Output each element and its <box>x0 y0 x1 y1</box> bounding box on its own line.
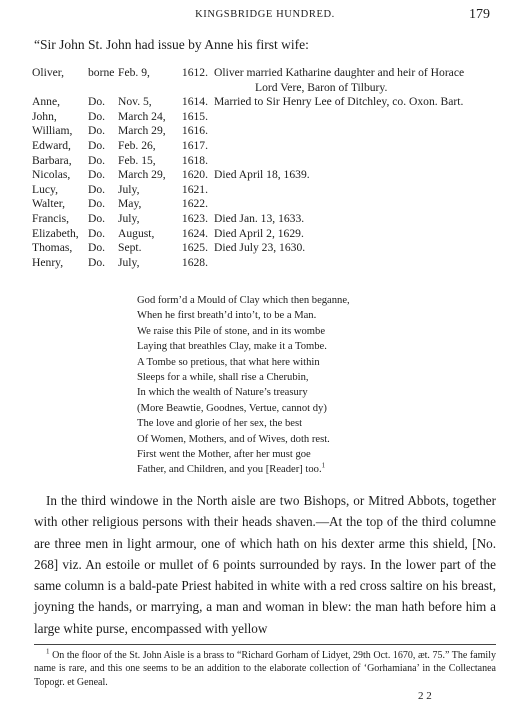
signature-mark: 2 2 <box>418 690 432 702</box>
poem-line-text: A Tombe so pretious, that what here within <box>137 356 320 368</box>
poem-line <box>137 462 467 477</box>
body-paragraph: In the third windowe in the North aisle are two Bishops, or Mitred Abbots, together with other religious persons with their heads shaven.—At the top of the third columne are three men in light armour, one of which hath on his dexter arme this shield, [No. 268] viz. An estoile or mullet of 6 points surrounded by rays. In the lower part of the same column is a bald-pate Priest habited in white with a red cross saltire on his breast, joyning the hands, or marrying, a man and woman in blew: the man hath before him a large white purse, encompassed with yellow <box>34 493 496 636</box>
birth-year: 1625. <box>181 241 208 255</box>
birth-date: Sept. <box>118 241 142 255</box>
birth-marker: borne <box>88 66 115 79</box>
birth-marker: Do. <box>88 153 106 167</box>
child-name: John, <box>32 109 57 123</box>
footnote <box>34 644 496 689</box>
child-name: Nicolas, <box>32 168 71 182</box>
table-row <box>32 227 494 242</box>
poem-line-text: God form’d a Mould of Clay which then beganne, <box>137 295 350 306</box>
birth-year: 1622. <box>181 197 208 211</box>
birth-marker: Do. <box>88 241 106 255</box>
birth-date: July, <box>118 211 140 225</box>
body-text <box>34 490 496 639</box>
child-note-continued: Lord Vere, Baron of Tilbury. <box>255 80 388 94</box>
birth-marker: Do. <box>88 197 106 211</box>
child-note: Oliver married Katharine daughter and heir of Horace <box>214 66 465 79</box>
table-row <box>32 241 494 256</box>
table-row <box>32 66 494 95</box>
birth-year: 1623. <box>181 211 208 225</box>
birth-date: Feb. 15, <box>118 153 156 167</box>
poem-line <box>137 432 467 447</box>
footnote-text: On the floor of the St. John Aisle is a brass to “Richard Gorham of Lidyet, 29th Oct. 1670, æt. 75.” The family name is rare, and this one seems to be an addition to the elaborate collection of ‘Gorhamiana’ in the Collectanea Topogr. et Geneal. <box>34 650 496 688</box>
poem-line <box>137 324 467 339</box>
birth-date: July, <box>118 182 140 196</box>
table-row <box>32 212 494 227</box>
child-name: Henry, <box>32 255 64 269</box>
birth-year: 1624. <box>181 226 208 240</box>
birth-date: July, <box>118 255 140 269</box>
birth-year: 1620. <box>181 168 208 182</box>
birth-date: Feb. 9, <box>118 66 150 79</box>
birth-marker: Do. <box>88 109 106 123</box>
birth-marker: Do. <box>88 226 106 240</box>
birth-year: 1612. <box>181 66 208 79</box>
poem-line <box>137 308 467 323</box>
birth-year: 1617. <box>181 138 208 152</box>
child-name: Walter, <box>32 197 66 211</box>
birth-year: 1621. <box>181 182 208 196</box>
poem-line <box>137 447 467 462</box>
poem-line <box>137 416 467 431</box>
table-row <box>32 256 494 271</box>
poem-line-text: The love and glorie of her sex, the best <box>137 418 303 430</box>
child-note: Died April 2, 1629. <box>214 226 304 240</box>
birth-marker: Do. <box>88 182 106 196</box>
poem-line <box>137 355 467 370</box>
birth-date: Nov. 5, <box>118 95 152 109</box>
birth-date: March 29, <box>118 168 166 182</box>
footnote-marker: 1 <box>46 647 50 656</box>
child-note: Died Jan. 13, 1633. <box>214 211 305 225</box>
poem-line-text: Of Women, Mothers, and of Wives, doth rest. <box>137 433 330 445</box>
birth-year: 1618. <box>181 153 208 167</box>
birth-date: Feb. 26, <box>118 138 156 152</box>
epitaph-poem <box>137 293 467 478</box>
poem-line-text: When he first breath’d into’t, to be a Man. <box>137 310 317 322</box>
table-row <box>32 124 494 139</box>
child-name: William, <box>32 124 73 138</box>
birth-year: 1614. <box>181 95 208 109</box>
birth-date: March 29, <box>118 124 166 138</box>
birth-marker: Do. <box>88 124 106 138</box>
poem-line-text: In which the wealth of Nature’s treasury <box>137 387 308 399</box>
page-header <box>40 8 490 24</box>
poem-line <box>137 339 467 354</box>
child-name: Lucy, <box>32 182 58 196</box>
poem-footnote-marker: 1 <box>321 461 326 470</box>
birth-marker: Do. <box>88 95 106 109</box>
child-name: Oliver, <box>32 66 65 79</box>
table-row <box>32 168 494 183</box>
child-name: Anne, <box>32 95 61 109</box>
poem-line <box>137 401 467 416</box>
child-note: Died July 23, 1630. <box>214 241 306 255</box>
child-note: Married to Sir Henry Lee of Ditchley, co. Oxon. Bart. <box>214 95 464 109</box>
table-row <box>32 95 494 110</box>
poem-line <box>137 370 467 385</box>
poem-line <box>137 385 467 400</box>
table-row <box>32 110 494 125</box>
footnote-paragraph <box>34 649 496 689</box>
birth-date: August, <box>118 226 155 240</box>
table-row <box>32 197 494 212</box>
children-table <box>32 66 494 270</box>
table-row <box>32 183 494 198</box>
poem-line <box>137 293 467 308</box>
table-row <box>32 154 494 169</box>
running-head: KINGSBRIDGE HUNDRED. <box>195 9 335 20</box>
child-name: Francis, <box>32 211 70 225</box>
poem-line-text: Sleeps for a while, shall rise a Cherubin, <box>137 372 309 384</box>
birth-marker: Do. <box>88 168 106 182</box>
child-name: Barbara, <box>32 153 72 167</box>
table-row <box>32 139 494 154</box>
child-note: Died April 18, 1639. <box>214 168 310 182</box>
child-name: Elizabeth, <box>32 226 79 240</box>
intro-line: “Sir John St. John had issue by Anne his first wife: <box>34 37 309 52</box>
page-number: 179 <box>469 7 490 22</box>
poem-line-text: Father, and Children, and you [Reader] too. <box>137 464 322 476</box>
birth-marker: Do. <box>88 138 106 152</box>
birth-year: 1616. <box>181 124 208 138</box>
poem-line-text: First went the Mother, after her must goe <box>137 449 311 461</box>
poem-line-text: (More Beawtie, Goodnes, Vertue, cannot dy) <box>137 402 327 414</box>
child-name: Thomas, <box>32 241 73 255</box>
birth-year: 1628. <box>181 255 208 269</box>
birth-marker: Do. <box>88 211 106 225</box>
birth-marker: Do. <box>88 255 106 269</box>
birth-date: March 24, <box>118 109 166 123</box>
child-name: Edward, <box>32 138 71 152</box>
poem-line-text: We raise this Pile of stone, and in its wombe <box>137 325 326 337</box>
birth-date: May, <box>118 197 142 211</box>
poem-line-text: Laying that breathles Clay, make it a Tombe. <box>137 341 327 353</box>
birth-year: 1615. <box>181 109 208 123</box>
